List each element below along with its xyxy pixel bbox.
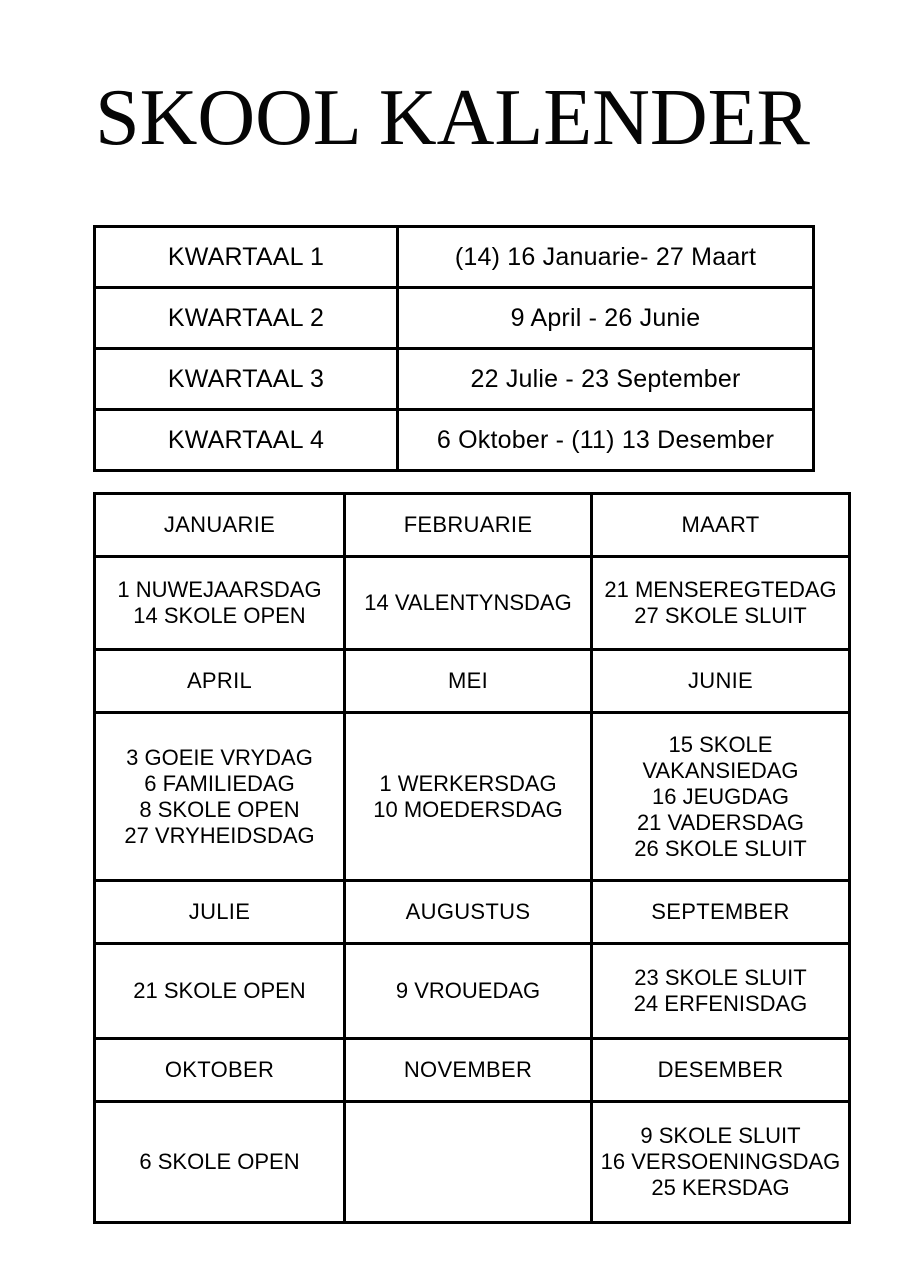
month-header-row — [95, 881, 850, 944]
term-row — [95, 227, 814, 288]
month-header: MEI — [345, 650, 592, 713]
term-label: KWARTAAL 3 — [95, 349, 398, 410]
month-events-cell — [345, 944, 592, 1039]
event-line: 6 SKOLE OPEN — [139, 1149, 300, 1174]
event-line: 15 SKOLE — [668, 731, 773, 757]
month-events-row — [95, 1102, 850, 1223]
event-line: 23 SKOLE SLUIT — [634, 965, 807, 990]
month-events-row — [95, 944, 850, 1039]
event-line: 1 WERKERSDAG — [379, 770, 557, 796]
month-header-row — [95, 494, 850, 557]
event-line: 27 VRYHEIDSDAG — [124, 822, 315, 848]
term-label: KWARTAAL 1 — [95, 227, 398, 288]
month-events-cell — [95, 944, 345, 1039]
month-header: AUGUSTUS — [345, 881, 592, 944]
event-line: 10 MOEDERSDAG — [373, 796, 563, 822]
event-line: 16 VERSOENINGSDAG — [600, 1149, 841, 1174]
term-label: KWARTAAL 2 — [95, 288, 398, 349]
term-row — [95, 349, 814, 410]
event-line: 26 SKOLE SLUIT — [634, 835, 807, 861]
term-label: KWARTAAL 4 — [95, 410, 398, 471]
event-line: 14 VALENTYNSDAG — [364, 590, 572, 615]
event-line: 6 FAMILIEDAG — [144, 770, 295, 796]
month-events-row — [95, 713, 850, 881]
month-events-cell — [592, 1102, 850, 1223]
term-dates: 22 Julie - 23 September — [398, 349, 814, 410]
page-title: SKOOL KALENDER — [95, 74, 810, 162]
event-line: 24 ERFENISDAG — [633, 991, 808, 1016]
event-line: VAKANSIEDAG — [642, 757, 799, 783]
month-header: NOVEMBER — [345, 1039, 592, 1102]
event-line: 14 SKOLE OPEN — [133, 603, 306, 628]
month-header: JANUARIE — [95, 494, 345, 557]
month-header-row — [95, 650, 850, 713]
term-dates: (14) 16 Januarie- 27 Maart — [398, 227, 814, 288]
term-table — [93, 225, 815, 472]
event-line: 27 SKOLE SLUIT — [634, 603, 807, 628]
month-header: FEBRUARIE — [345, 494, 592, 557]
event-line: 3 GOEIE VRYDAG — [126, 744, 313, 770]
month-header: OKTOBER — [95, 1039, 345, 1102]
event-line: 1 NUWEJAARSDAG — [117, 577, 322, 602]
month-header: DESEMBER — [592, 1039, 850, 1102]
term-row — [95, 410, 814, 471]
month-events-cell — [592, 944, 850, 1039]
term-dates: 6 Oktober - (11) 13 Desember — [398, 410, 814, 471]
event-line: 21 SKOLE OPEN — [133, 978, 306, 1003]
month-events-cell-empty — [345, 1102, 592, 1223]
event-line: 16 JEUGDAG — [652, 783, 789, 809]
month-events-cell — [95, 713, 345, 881]
event-line: 25 KERSDAG — [651, 1175, 790, 1200]
month-header: JULIE — [95, 881, 345, 944]
month-header: APRIL — [95, 650, 345, 713]
event-line: 9 VROUEDAG — [395, 978, 541, 1003]
month-events-row — [95, 557, 850, 650]
event-line: 21 VADERSDAG — [636, 809, 805, 835]
month-table — [93, 492, 851, 1224]
month-header: JUNIE — [592, 650, 850, 713]
month-header: SEPTEMBER — [592, 881, 850, 944]
month-events-cell — [345, 713, 592, 881]
event-line: 21 MENSEREGTEDAG — [604, 577, 837, 602]
month-events-cell — [95, 557, 345, 650]
event-line: 8 SKOLE OPEN — [139, 796, 300, 822]
month-events-cell — [592, 713, 850, 881]
term-row — [95, 288, 814, 349]
month-events-cell — [592, 557, 850, 650]
event-line: 9 SKOLE SLUIT — [640, 1123, 801, 1148]
term-dates: 9 April - 26 Junie — [398, 288, 814, 349]
month-header-row — [95, 1039, 850, 1102]
month-events-cell — [95, 1102, 345, 1223]
month-header: MAART — [592, 494, 850, 557]
month-events-cell — [345, 557, 592, 650]
